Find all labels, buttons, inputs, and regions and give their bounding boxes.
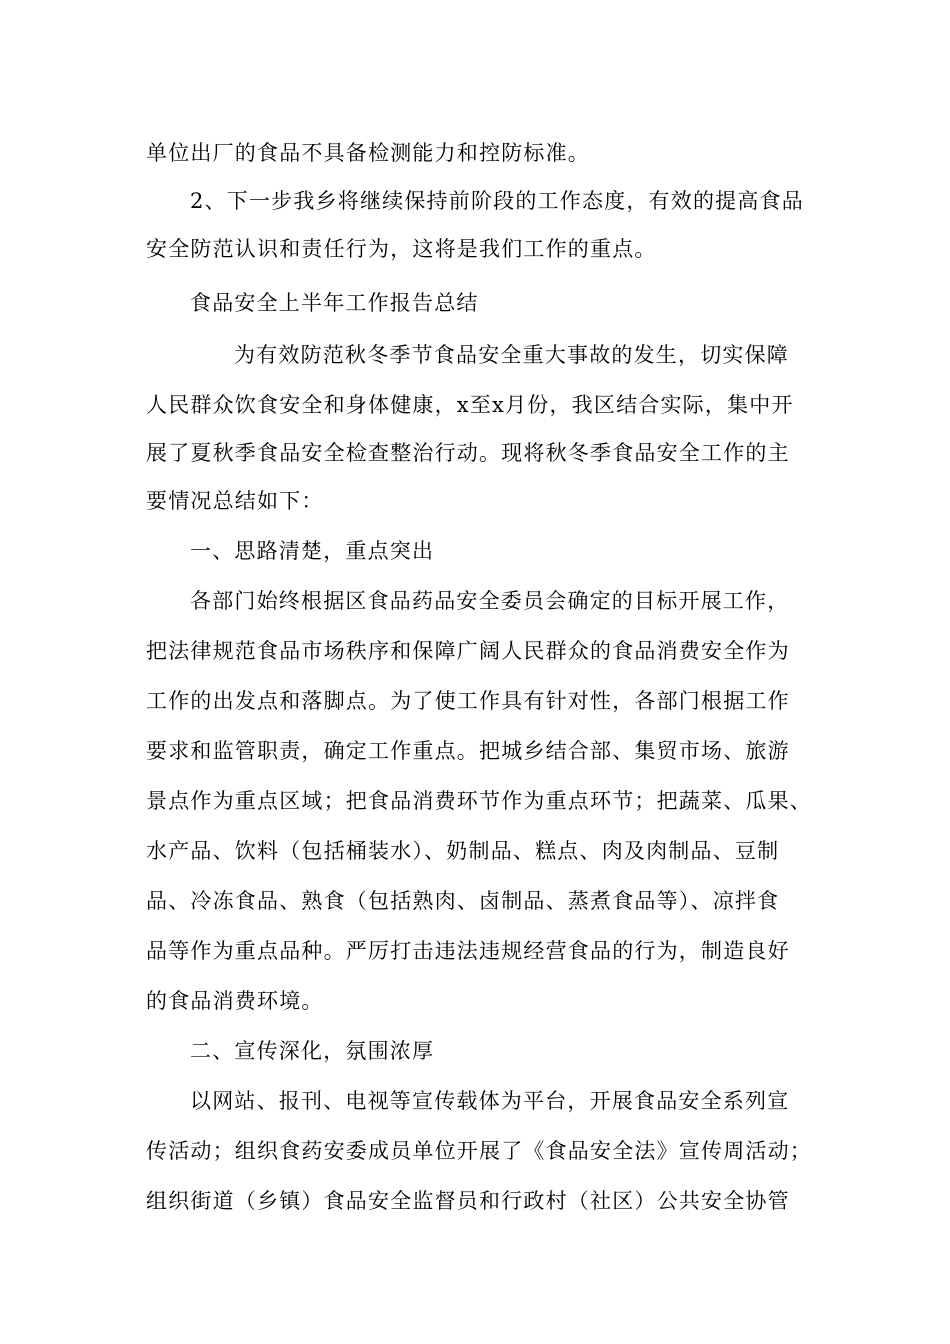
paragraph-line: 2、下一步我乡将继续保持前阶段的工作态度，有效的提高食品 — [190, 189, 804, 213]
paragraph-line: 展了夏秋季食品安全检查整治行动。现将秋冬季食品安全工作的主 — [146, 441, 790, 465]
paragraph-line: 要求和监管职责，确定工作重点。把城乡结合部、集贸市场、旅游 — [146, 739, 790, 763]
section-heading: 食品安全上半年工作报告总结 — [190, 291, 479, 315]
paragraph-line: 各部门始终根据区食品药品安全委员会确定的目标开展工作， — [190, 589, 790, 613]
paragraph-line: 传活动；组织食药安委成员单位开展了《食品安全法》宣传周活动； — [146, 1139, 812, 1163]
paragraph-line: 把法律规范食品市场秩序和保障广阔人民群众的食品消费安全作为 — [146, 639, 790, 663]
paragraph-line: 为有效防范秋冬季节食品安全重大事故的发生，切实保障 — [234, 343, 789, 367]
paragraph-line: 以网站、报刊、电视等宣传载体为平台，开展食品安全系列宣 — [190, 1089, 790, 1113]
paragraph-line: 工作的出发点和落脚点。为了使工作具有针对性，各部门根据工作 — [146, 689, 790, 713]
paragraph-line: 人民群众饮食安全和身体健康，x至x月份，我区结合实际，集中开 — [146, 393, 794, 417]
paragraph-line: 的食品消费环境。 — [146, 989, 324, 1013]
section-heading: 二、宣传深化，氛围浓厚 — [190, 1039, 435, 1063]
paragraph-line: 品、冷冻食品、熟食（包括熟肉、卤制品、蒸煮食品等）、凉拌食 — [146, 889, 780, 913]
section-heading: 一、思路清楚，重点突出 — [190, 539, 435, 563]
paragraph-line: 安全防范认识和责任行为，这将是我们工作的重点。 — [146, 237, 657, 261]
paragraph-line: 单位出厂的食品不具备检测能力和控防标准。 — [146, 141, 590, 165]
paragraph-line: 水产品、饮料（包括桶装水）、奶制品、糕点、肉及肉制品、豆制 — [146, 839, 780, 863]
paragraph-line: 景点作为重点区域；把食品消费环节作为重点环节；把蔬菜、瓜果、 — [146, 789, 812, 813]
paragraph-line: 品等作为重点品种。严厉打击违法违规经营食品的行为，制造良好 — [146, 939, 790, 963]
paragraph-line: 要情况总结如下： — [146, 489, 324, 513]
paragraph-line: 组织街道（乡镇）食品安全监督员和行政村（社区）公共安全协管 — [146, 1189, 790, 1213]
